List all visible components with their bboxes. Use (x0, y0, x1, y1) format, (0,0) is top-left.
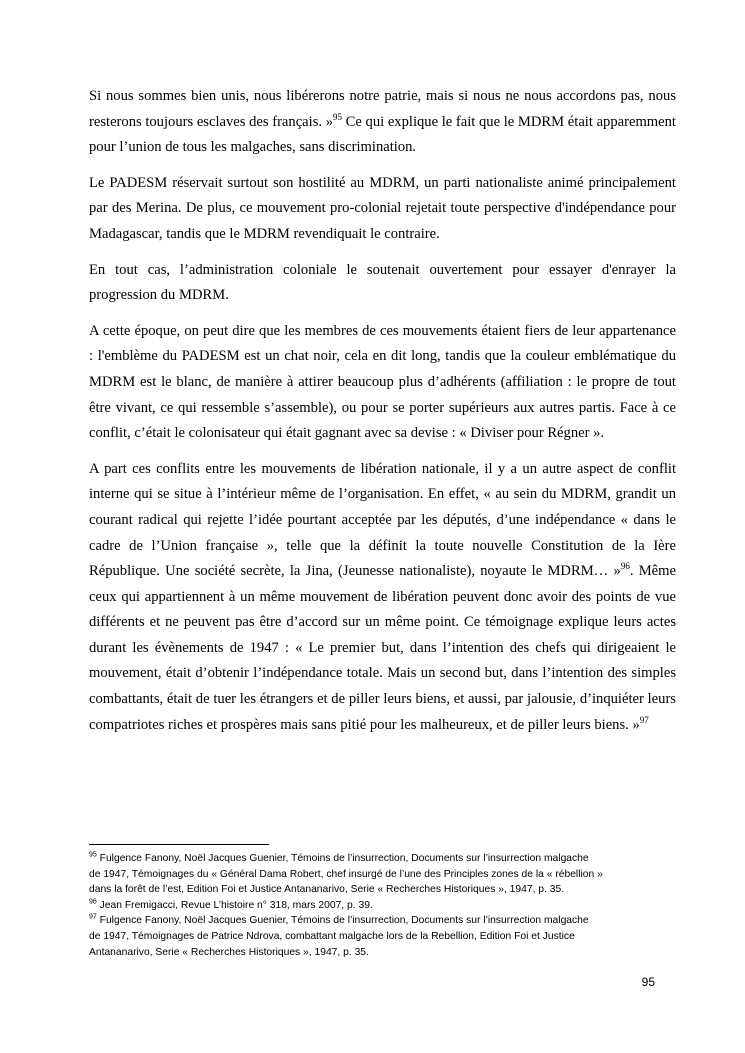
footnote-ref-97[interactable]: 97 (639, 714, 649, 725)
footnote-number: 96 (89, 898, 97, 906)
footnote-ref-95[interactable]: 95 (333, 111, 342, 122)
paragraph-1-text-a: Si nous sommes bien unis, nous libérerons notre patrie, mais si nous ne nous accordons pas, nous resterons toujours esclaves des français. » (89, 88, 676, 130)
body-text (89, 84, 676, 748)
footnote-ref-96[interactable]: 96 (620, 561, 630, 572)
paragraph-5-text-a: A part ces conflits entre les mouvements de libération nationale, il y a un autre aspect de conflit interne qui se situe à l’intérieur même de l’organisation. En effet, « au sein du MDRM, grandit un courant radical qui rejette l’idée pourtant acceptée par les députés, d’une indépendance « dans le cadre de l’Union française », telle que la définit la toute nouvelle Constitution de la Ière République. Une société secrète, la Jina, (Jeunesse nationaliste), noyaute le MDRM… » (89, 460, 676, 580)
paragraph-1 (89, 84, 676, 161)
footnote-95 (89, 851, 676, 898)
paragraph-5 (89, 457, 676, 739)
page-number: 95 (641, 975, 655, 989)
paragraph-4: A cette époque, on peut dire que les membres de ces mouvements étaient fiers de leur appartenance : l'emblème du PADESM est un chat noir, cela en dit long, tandis que la couleur emblématique du MDRM est le blanc, de manière à attirer beaucoup plus d’adhérents (affiliation : le propre de tout être vivant, ce qui ressemble s’assemble), ou pour se porter supérieurs aux autres partis. Face à ce conflit, c’était le colonisateur qui était gagnant avec sa devise : « Diviser pour Régner ». (89, 322, 676, 442)
footnotes (89, 851, 676, 960)
footnote-97 (89, 913, 676, 960)
footnote-text: Jean Fremigacci, Revue L’histoire n° 318, mars 2007, p. 39. (96, 899, 373, 911)
footnote-number: 97 (89, 913, 97, 921)
footnote-text: Fulgence Fanony, Noël Jacques Guenier, Témoins de l’insurrection, Documents sur l’insurrection malgache de 1947, Témoignages du « Général Dama Robert, chef insurgé de l’une des Principles zones de la « rébellion » dans la forêt de l’est, Edition Foi et Justice Antananarivo, Serie « Recherches Historiques », 1947, p. 35. (89, 853, 603, 896)
paragraph-2: Le PADESM réservait surtout son hostilité au MDRM, un parti nationaliste animé principalement par des Merina. De plus, ce mouvement pro-colonial rejetait toute perspective d'indépendance pour Madagascar, tandis que le MDRM revendiquait le contraire. (89, 174, 676, 242)
paragraph-5-text-b: . Même ceux qui appartiennent à un même mouvement de libération peuvent donc avoir des points de vue différents et ne peuvent pas être d’accord sur un même point. Ce témoignage explique leurs actes durant les évènements de 1947 : « Le premier but, dans l’intention des chefs qui dirigeaient le mouvement, était d’obtenir l’indépendance totale. Mais un second but, dans l’intention des simples combattants, était de tuer les étrangers et de piller leurs biens, et aussi, par jalousie, d’inquiéter leurs compatriotes riches et prospères mais sans pitié pour les malheureux, et de piller leurs biens. » (89, 563, 676, 733)
footnote-number: 95 (89, 851, 97, 859)
footnote-separator (89, 844, 269, 845)
footnote-96 (89, 898, 676, 914)
paragraph-1-text-b: Ce qui explique le fait que le MDRM était apparemment pour l’union de tous les malgaches, sans discrimination. (89, 113, 676, 156)
paragraph-3: En tout cas, l’administration coloniale le soutenait ouvertement pour essayer d'enrayer la progression du MDRM. (89, 261, 676, 304)
footnote-text: Fulgence Fanony, Noël Jacques Guenier, Témoins de l’insurrection, Documents sur l’insurrection malgache de 1947, Témoignages de Patrice Ndrova, combattant malgache lors de la Rebellion, Edition Foi et Justice Antananarivo, Serie « Recherches Historiques », 1947, p. 35. (89, 915, 589, 958)
